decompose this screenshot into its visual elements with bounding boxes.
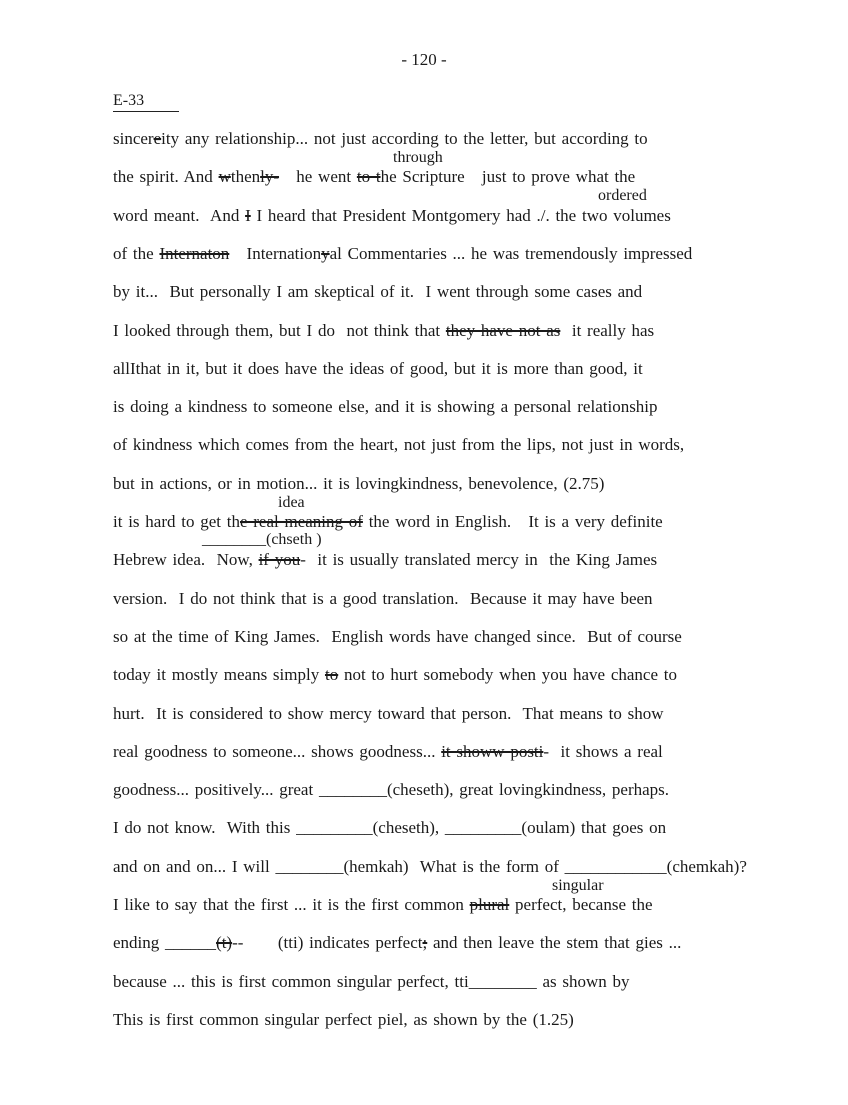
text-line xyxy=(113,321,654,341)
text-segment: the word in English. It is a very definite xyxy=(362,512,663,531)
text-segment: I looked through them, but I do not think that xyxy=(113,320,446,340)
struck-text: it showw posti xyxy=(441,741,544,761)
text-line xyxy=(113,627,682,647)
text-segment: - it is usually translated mercy in the King James xyxy=(300,550,658,570)
text-line xyxy=(113,1010,574,1030)
insertion-singular: singular xyxy=(552,877,604,894)
text-segment: perfect, becanse the xyxy=(509,895,653,914)
text-line xyxy=(113,397,658,417)
text-segment: not to hurt somebody when you have chance to xyxy=(338,665,677,685)
text-segment: I heard that President Montgomery had ./. the two volumes xyxy=(250,205,671,225)
text-segment: so at the time of King James. English words have changed since. But of course xyxy=(113,626,682,646)
struck-text: if you xyxy=(258,550,301,570)
text-segment: goodness... positively... great ________(cheseth), great lovingkindness, perhaps. xyxy=(113,780,670,800)
text-segment: but in actions, or in motion... it is lovingkindness, benevolence, (2.75) xyxy=(113,473,605,493)
document-code: E-33 xyxy=(113,92,179,112)
text-line xyxy=(113,282,642,302)
text-line xyxy=(113,780,669,800)
insertion-chseth: ________(chseth ) xyxy=(202,531,322,548)
text-line xyxy=(113,359,643,379)
text-segment: Internation xyxy=(229,243,322,263)
text-segment: -- (tti) indicates perfect xyxy=(232,933,423,953)
text-segment: because ... this is first common singular perfect, tti________ as shown by xyxy=(113,971,630,991)
struck-text: to xyxy=(324,665,339,685)
text-segment: the spirit. And xyxy=(113,167,219,187)
text-line xyxy=(113,167,635,187)
text-line xyxy=(113,972,630,992)
text-line xyxy=(113,589,653,609)
text-segment: he went xyxy=(279,167,357,187)
struck-text: w xyxy=(218,167,231,187)
text-segment: and on and on... I will ________(hemkah) What is the form of ____________(chemkah)? xyxy=(113,856,747,876)
struck-text: (t) xyxy=(216,933,233,953)
struck-text: I xyxy=(245,205,251,225)
text-segment: of kindness which comes from the heart, not just from the lips, not just in words, xyxy=(113,435,685,455)
text-line xyxy=(113,244,692,264)
text-segment: I do not know. With this _________(cheseth), _________(oulam) that goes on xyxy=(113,818,667,838)
text-segment: is doing a kindness to someone else, and it is showing a personal relationship xyxy=(113,397,658,417)
text-segment: This is first common singular perfect piel, as shown by the (1.25) xyxy=(113,1009,574,1029)
struck-text: e xyxy=(153,129,162,148)
text-segment: Hebrew idea. Now, xyxy=(113,550,259,570)
text-line xyxy=(113,933,681,953)
text-segment: it is hard to get th xyxy=(113,512,240,531)
text-line xyxy=(113,474,604,494)
text-line xyxy=(113,129,648,149)
insertion-through: through xyxy=(393,149,443,166)
struck-text: Internaton xyxy=(159,243,230,263)
text-segment: real goodness to someone... shows goodness... xyxy=(113,741,442,761)
text-line xyxy=(113,742,663,762)
struck-text: ; xyxy=(422,933,428,953)
struck-text: y xyxy=(321,243,330,263)
text-segment: I like to say that the first ... it is the first common xyxy=(113,895,470,914)
text-segment: and then leave the stem that gies ... xyxy=(427,933,682,953)
insertion-ordered: ordered xyxy=(598,187,647,204)
text-segment: al Commentaries ... he was tremendously impressed xyxy=(329,243,693,263)
text-line xyxy=(113,895,653,915)
text-line xyxy=(113,550,657,570)
insertion-idea: idea xyxy=(278,494,305,511)
text-segment: by it... But personally I am skeptical of it. I went through some cases and xyxy=(113,282,643,302)
text-line xyxy=(113,665,677,685)
text-line xyxy=(113,818,666,838)
page-number: - 120 - xyxy=(401,50,447,69)
text-line xyxy=(113,435,684,455)
text-line xyxy=(113,857,747,877)
text-line xyxy=(113,512,663,532)
text-segment: allIthat in it, but it does have the ideas of good, but it is more than good, it xyxy=(113,358,643,378)
text-segment: ending ______ xyxy=(113,933,217,953)
text-segment: he Scripture just to prove what the xyxy=(380,167,636,187)
text-segment: today it mostly means simply xyxy=(113,665,325,685)
struck-text: e real meaning of xyxy=(239,512,363,531)
text-segment: hurt. It is considered to show mercy toward that person. That means to show xyxy=(113,703,664,723)
text-segment: version. I do not think that is a good translation. Because it may have been xyxy=(113,588,653,608)
text-segment: sincer xyxy=(113,129,154,148)
struck-text: they have not as xyxy=(445,320,561,340)
text-segment: of the xyxy=(113,243,160,263)
text-line xyxy=(113,704,664,724)
text-segment: ity any relationship... not just according to the letter, but according to xyxy=(161,129,648,148)
struck-text: to t xyxy=(356,167,381,187)
struck-text: ly- xyxy=(260,167,280,187)
text-segment: it really has xyxy=(560,320,655,340)
text-line xyxy=(113,206,671,226)
struck-text: plural xyxy=(469,895,510,914)
text-segment: then xyxy=(230,167,261,187)
text-segment: - it shows a real xyxy=(543,741,663,761)
text-segment: word meant. And xyxy=(113,205,246,225)
